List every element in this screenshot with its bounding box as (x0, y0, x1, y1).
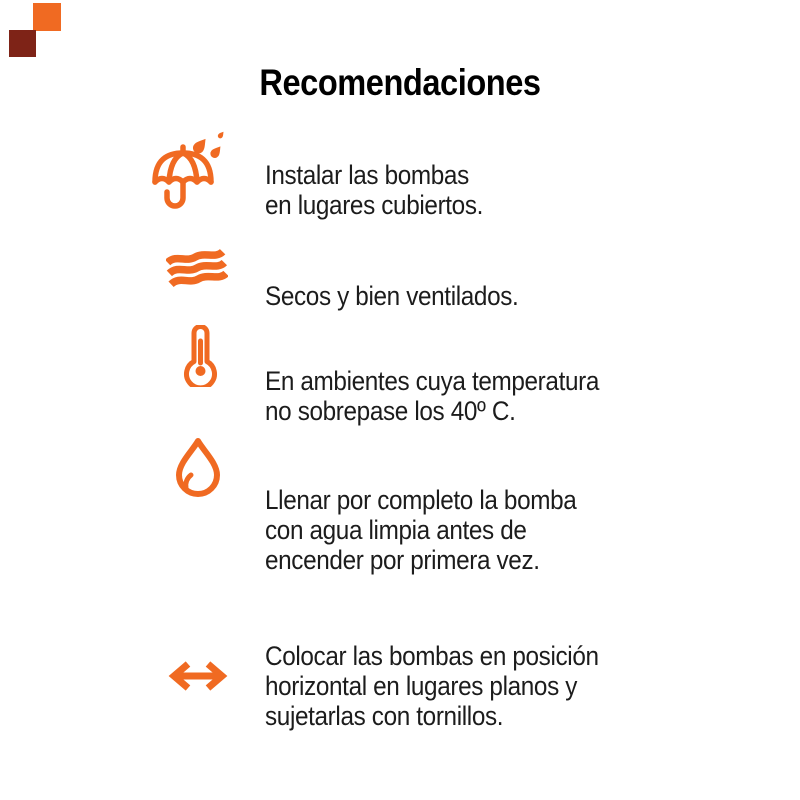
recommendation-text (265, 281, 518, 311)
text-line: en lugares cubiertos. (265, 190, 484, 220)
recommendation-text (265, 485, 576, 575)
recommendation-text (265, 160, 483, 220)
dark-red-corner-square (9, 30, 36, 57)
text-line: horizontal en lugares planos y (265, 671, 578, 701)
text-line: Secos y bien ventilados. (265, 281, 519, 311)
text-line: Instalar las bombas (265, 160, 469, 190)
text-line: En ambientes cuya temperatura (265, 366, 599, 396)
recommendation-text (265, 366, 599, 426)
umbrella-rain-icon (152, 126, 234, 210)
text-line: Colocar las bombas en posición (265, 641, 599, 671)
orange-corner-square (33, 3, 61, 31)
thermometer-icon (179, 325, 221, 387)
text-line: con agua limpia antes de (265, 515, 527, 545)
page-title: Recomendaciones (259, 62, 541, 103)
text-line: no sobrepase los 40º C. (265, 396, 516, 426)
double-horizontal-arrow-icon (167, 661, 229, 691)
ventilation-waves-icon (166, 248, 228, 290)
text-line: sujetarlas con tornillos. (265, 701, 504, 731)
text-line: Llenar por completo la bomba (265, 485, 577, 515)
water-drop-icon (172, 436, 224, 498)
text-line: encender por primera vez. (265, 545, 540, 575)
recommendation-text (265, 641, 599, 731)
